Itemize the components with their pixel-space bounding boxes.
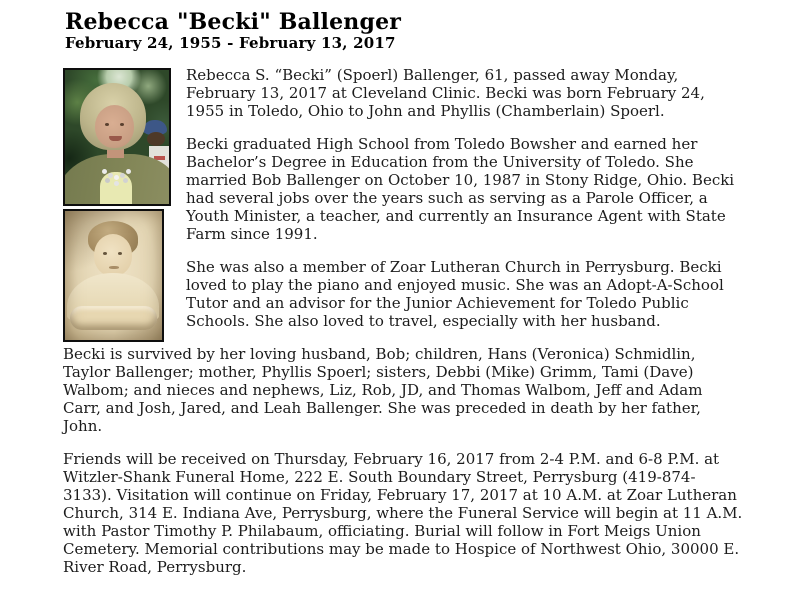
obituary-paragraph-survivors: Becki is survived by her loving husband, Bob; children, Hans (Veronica) Schmidlin, Taylor Ballenger; mother, Phyllis Spoerl; sisters, Debbi (Mike) Grimm, Tami (Dave) Walbom; and nieces and nephews, Liz, Rob, JD, and Thomas Walbom, Jeff and Adam Carr, and Josh, Jared, and Leah Ballenger. She was preceded in death by her father, John.	[63, 345, 703, 435]
background-person	[147, 132, 165, 146]
photo-and-text-section	[63, 66, 800, 345]
photo-column	[63, 68, 171, 345]
obituary-paragraph-education-career: Becki graduated High School from Toledo Bowsher and earned her Bachelor’s Degree in Education from the University of Toledo. She married Bob Ballenger on October 10, 1987 in Stony Ridge, Ohio. Becki had several jobs over the years such as serving as a Parole Officer, a Youth Minister, a teacher, and currently an Insurance Agent with State Farm since 1991.	[186, 135, 735, 243]
wrapped-text-column	[186, 66, 741, 345]
obituary-header	[63, 10, 800, 53]
photo-vignette	[65, 211, 162, 340]
obituary-paragraph-intro: Rebecca S. “Becki” (Spoerl) Ballenger, 61, passed away Monday, February 13, 2017 at Cleveland Clinic. Becki was born February 24, 1955 in Toledo, Ohio to John and Phyllis (Chamberlain) Spoerl.	[186, 66, 705, 120]
bead-necklace	[102, 169, 107, 174]
adult-portrait-photo	[63, 68, 171, 206]
obituary-paragraph-church-hobbies: She was also a member of Zoar Lutheran Church in Perrysburg. Becki loved to play the piano and enjoyed music. She was an Adopt-A-School Tutor and an advisor for the Junior Achievement for Toledo Public Schools. She also loved to travel, especially with her husband.	[186, 258, 724, 330]
life-dates: February 24, 1955 - February 13, 2017	[65, 34, 396, 52]
smile	[109, 136, 122, 141]
full-width-text-section	[63, 345, 743, 576]
right-eye	[120, 123, 124, 126]
page-title: Rebecca "Becki" Ballenger	[65, 9, 402, 35]
face	[95, 105, 134, 148]
left-eye	[105, 123, 109, 126]
obituary-paragraph-services: Friends will be received on Thursday, February 16, 2017 from 2-4 P.M. and 6-8 P.M. at Witzler-Shank Funeral Home, 222 E. South Boundary Street, Perrysburg (419-874-3133). Visitation will continue on Friday, February 17, 2017 at 10 A.M. at Zoar Lutheran Church, 314 E. Indiana Ave, Perrysburg, where the Funeral Service will begin at 11 A.M. with Pastor Timothy P. Philabaum, officiating. Burial will follow in Fort Meigs Union Cemetery. Memorial contributions may be made to Hospice of Northwest Ohio, 30000 E. River Road, Perrysburg.	[63, 450, 743, 576]
inner-blouse	[100, 172, 132, 204]
childhood-portrait-photo	[63, 209, 164, 342]
